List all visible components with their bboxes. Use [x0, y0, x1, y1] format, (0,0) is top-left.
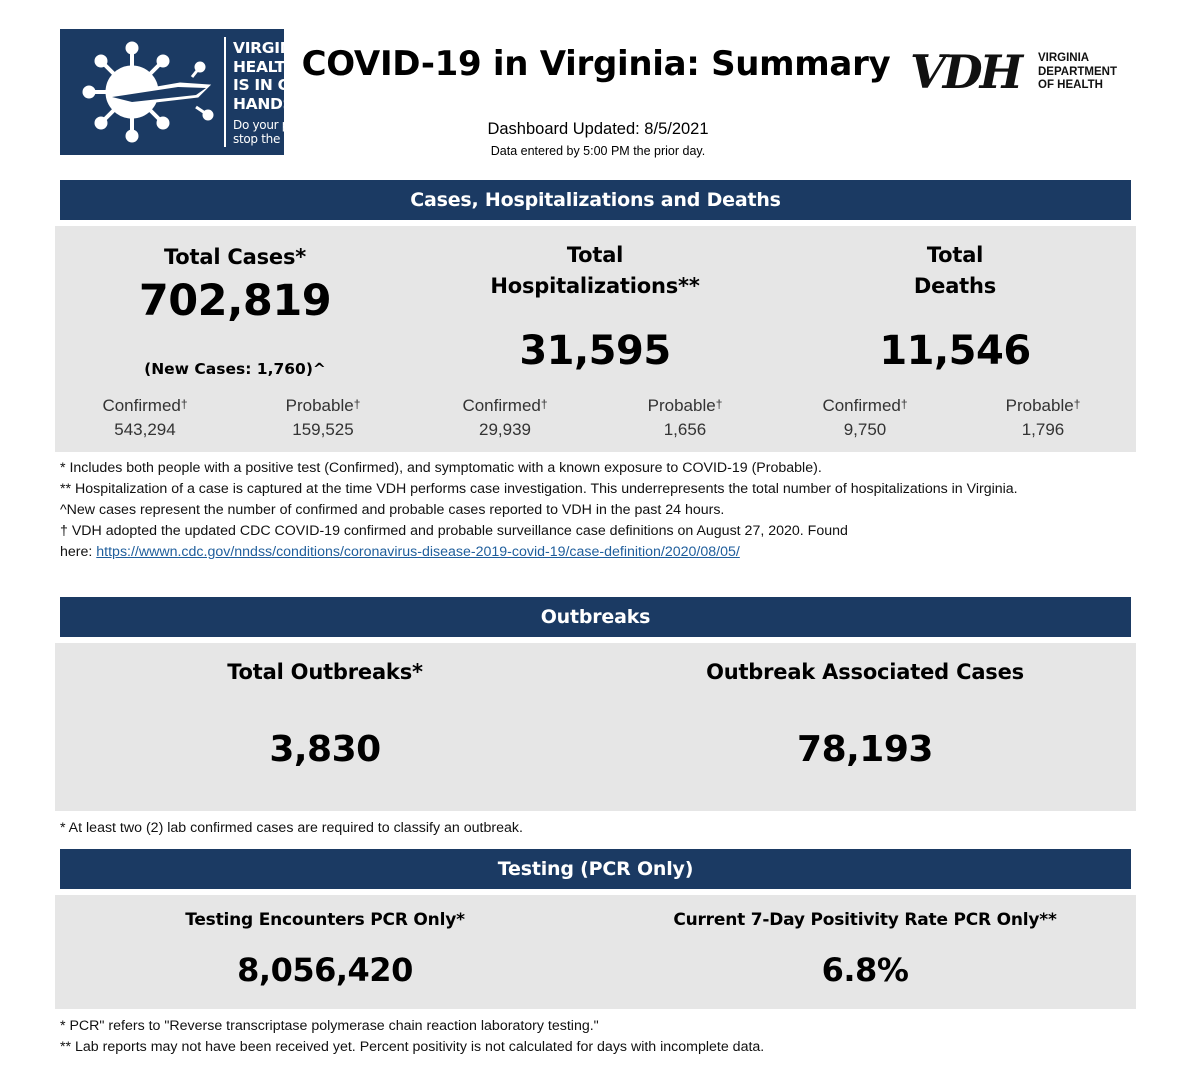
- positivity-rate-title: Current 7-Day Positivity Rate PCR Only**: [673, 910, 1057, 930]
- total-hospitalizations-value: 31,595: [519, 328, 671, 374]
- total-cases-value: 702,819: [138, 276, 332, 326]
- testing-encounters-title: Testing Encounters PCR Only*: [185, 910, 465, 930]
- total-outbreaks-title: Total Outbreaks*: [227, 660, 423, 684]
- vdh-text-line: VIRGINIA: [1038, 52, 1090, 64]
- title-line: Total: [926, 243, 984, 267]
- total-cases-probable-value: 159,525: [292, 420, 354, 439]
- testing-encounters-value: 8,056,420: [237, 951, 413, 989]
- vdh-logo-mark: VDH: [910, 45, 1021, 99]
- section-heading-outbreaks: Outbreaks: [60, 597, 1131, 637]
- logo-slogan-line: HANDS.: [233, 94, 300, 113]
- hospitalizations-confirmed-label: Confirmed†: [462, 396, 548, 415]
- dagger-mark: †: [1073, 397, 1081, 411]
- footnote: ** Lab reports may not have been received yet. Percent positivity is not calculated for days with incomplete data.: [60, 1039, 765, 1055]
- footnote: ** Hospitalization of a case is captured at the time VDH performs case investigation. This underrepresents the total number of hospitalizations in Virginia.: [60, 481, 1018, 497]
- title-line: Total: [566, 243, 624, 267]
- new-cases: (New Cases: 1,760)^: [144, 360, 326, 378]
- hospitalizations-confirmed-value: 29,939: [479, 420, 531, 439]
- title-line: Hospitalizations**: [490, 274, 700, 298]
- total-cases-title: Total Cases*: [163, 245, 307, 269]
- hospitalizations-probable-label: Probable†: [647, 396, 723, 415]
- footnote: † VDH adopted the updated CDC COVID-19 confirmed and probable surveillance case definitions on August 27, 2020. Found: [60, 523, 848, 539]
- vdh-text-line: DEPARTMENT: [1038, 65, 1118, 78]
- footnote: ^New cases represent the number of confirmed and probable cases reported to VDH in the past 24 hours.: [60, 502, 725, 518]
- total-deaths-title: [815, 240, 1095, 302]
- deaths-probable-value: 1,796: [1021, 420, 1065, 439]
- dagger-mark: †: [540, 397, 548, 411]
- deaths-probable-label: Probable†: [1005, 396, 1081, 415]
- logo-slogan-line: VIRGINIA'S: [233, 39, 325, 57]
- vdh-text-line: OF HEALTH: [1038, 79, 1103, 91]
- logo-divider: [224, 37, 226, 147]
- hospitalizations-probable-value: 1,656: [663, 420, 707, 439]
- footnote: * Includes both people with a positive test (Confirmed), and symptomatic with a known exposure to COVID-19 (Probable).: [60, 460, 822, 476]
- positivity-rate-value: 6.8%: [821, 951, 909, 989]
- section-heading-testing: Testing (PCR Only): [60, 849, 1131, 889]
- total-cases-probable-label: Probable†: [285, 396, 361, 415]
- dagger-mark: †: [900, 397, 908, 411]
- title-line: Deaths: [913, 274, 997, 298]
- section-heading-cases: Cases, Hospitalizations and Deaths: [60, 180, 1131, 220]
- dagger-mark: †: [353, 397, 361, 411]
- dagger-mark: †: [715, 397, 723, 411]
- vdh-logo: [910, 45, 1125, 99]
- total-outbreaks-value: 3,830: [269, 729, 381, 770]
- logo-subtext-line: Do your part,: [233, 118, 309, 132]
- virus-icon: [70, 37, 220, 147]
- footnote: * At least two (2) lab confirmed cases are required to classify an outbreak.: [60, 820, 523, 836]
- outbreaks-footnote: [60, 818, 1120, 839]
- deaths-confirmed-value: 9,750: [843, 420, 887, 439]
- total-cases-confirmed-value: 543,294: [114, 420, 176, 439]
- testing-panel: [55, 895, 1136, 1009]
- logo-subtext-line: stop the spread.: [233, 132, 327, 146]
- outbreak-associated-cases-value: 78,193: [797, 729, 933, 770]
- logo-subtext: [233, 118, 343, 146]
- deaths-confirmed-label: Confirmed†: [822, 396, 908, 415]
- dashboard-updated: Dashboard Updated: 8/5/2021: [487, 120, 709, 138]
- virginia-health-logo: [60, 29, 327, 155]
- cdc-case-definition-link[interactable]: https://wwwn.cdc.gov/nndss/conditions/coronavirus-disease-2019-covid-19/case-definition/2020/08/05/: [96, 544, 740, 560]
- logo-slogan-line: IS IN OUR: [233, 76, 315, 94]
- footnote: here: https://wwwn.cdc.gov/nndss/conditions/coronavirus-disease-2019-covid-19/case-definition/2020/08/05/: [60, 544, 740, 560]
- dashboard-updated-note: Data entered by 5:00 PM the prior day.: [490, 144, 706, 158]
- outbreak-associated-cases-title: Outbreak Associated Cases: [706, 660, 1024, 684]
- page-title: COVID-19 in Virginia: Summary: [301, 44, 891, 84]
- total-hospitalizations-title: [455, 240, 735, 302]
- dagger-mark: †: [180, 397, 188, 411]
- footnote: * PCR" refers to "Reverse transcriptase polymerase chain reaction laboratory testing.": [60, 1018, 599, 1034]
- logo-slogan-line: HEALTH: [233, 57, 298, 76]
- cases-footnotes: [60, 458, 1120, 563]
- total-deaths-value: 11,546: [879, 328, 1031, 374]
- cases-panel: [55, 226, 1136, 452]
- total-cases-confirmed-label: Confirmed†: [102, 396, 188, 415]
- testing-footnotes: [60, 1016, 1120, 1058]
- outbreaks-panel: [55, 643, 1136, 811]
- vdh-logo-text: [1038, 52, 1117, 93]
